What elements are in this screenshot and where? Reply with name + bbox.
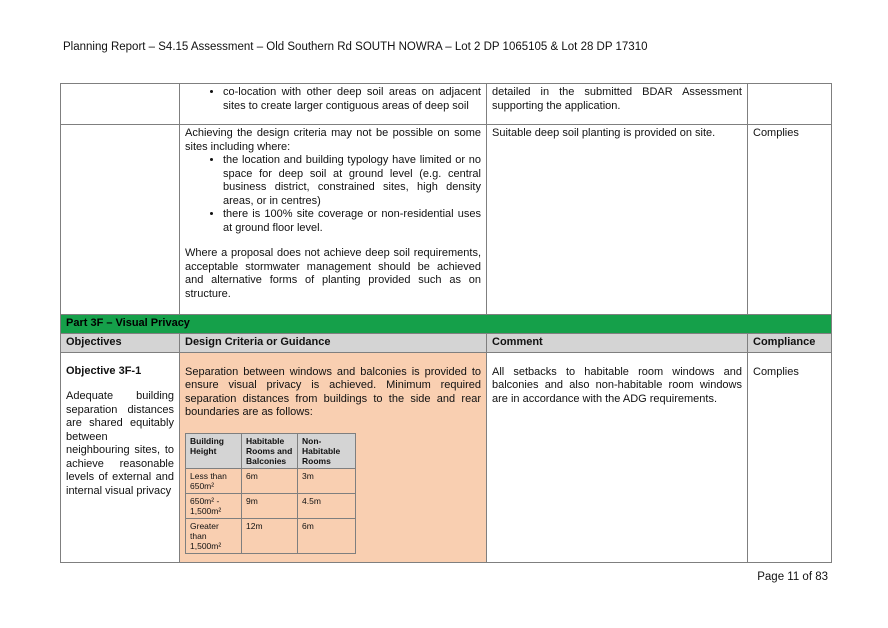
comment-header: Comment — [487, 334, 748, 353]
criteria-bullet-list — [185, 86, 481, 113]
non-habitable-distance-cell: 6m — [298, 518, 356, 553]
habitable-distance-cell: 6m — [242, 468, 298, 493]
non-habitable-distance-cell: 4.5m — [298, 493, 356, 518]
habitable-distance-cell: 9m — [242, 493, 298, 518]
criteria-text: Separation between windows and balconies is provided to ensure visual privacy is achieved. Minimum required separation distances from buildings to the side and rear boundaries are as follows: — [185, 365, 481, 418]
objective-cell — [61, 125, 180, 315]
table-row — [61, 84, 832, 125]
comment-cell: detailed in the submitted BDAR Assessment supporting the application. — [487, 84, 748, 125]
building-height-header: Building Height — [186, 433, 242, 468]
separation-table-row — [186, 468, 356, 493]
objectives-header: Objectives — [61, 334, 180, 353]
compliance-text: Complies — [753, 365, 799, 378]
page-number: Page 11 of 83 — [757, 571, 828, 583]
objective-cell — [61, 352, 180, 562]
criteria-header: Design Criteria or Guidance — [180, 334, 487, 353]
objective-cell — [61, 84, 180, 125]
habitable-distance-cell: 12m — [242, 518, 298, 553]
criteria-cell — [180, 84, 487, 125]
criteria-outro: Where a proposal does not achieve deep soil requirements, acceptable stormwater management should be achieved and alternative forms of planting provided such as on structure. — [185, 247, 481, 300]
table-row — [61, 352, 832, 562]
separation-table-header — [186, 433, 356, 468]
separation-table-row — [186, 518, 356, 553]
building-height-cell: Less than 650m² — [186, 468, 242, 493]
non-habitable-distance-cell: 3m — [298, 468, 356, 493]
criteria-cell — [180, 352, 487, 562]
column-header-row — [61, 334, 832, 353]
comment-text: All setbacks to habitable room windows and balconies and also non-habitable room windows are in accordance with the ADG requirements. — [492, 365, 742, 405]
page-header: Planning Report – S4.15 Assessment – Old Southern Rd SOUTH NOWRA – Lot 2 DP 1065105 & Lot 28 DP 17310 — [63, 41, 648, 53]
section-title: Part 3F – Visual Privacy — [61, 315, 832, 334]
criteria-bullet: • co-location with other deep soil areas on adjacent sites to create larger contiguous areas of deep soil — [223, 86, 481, 113]
criteria-bullet: • the location and building typology have limited or no space for deep soil at ground level (e.g. central business district, constrained sites, high density areas, or in centres) — [223, 154, 481, 208]
compliance-cell — [748, 84, 832, 125]
comment-cell: Suitable deep soil planting is provided on site. — [487, 125, 748, 315]
table-row — [61, 125, 832, 315]
separation-table — [185, 433, 356, 554]
compliance-cell — [748, 352, 832, 562]
non-habitable-rooms-header: Non-Habitable Rooms — [298, 433, 356, 468]
compliance-header: Compliance — [748, 334, 832, 353]
section-title-row — [61, 315, 832, 334]
criteria-bullet: • there is 100% site coverage or non-residential uses at ground floor level. — [223, 208, 481, 235]
criteria-cell — [180, 125, 487, 315]
criteria-bullet-list — [185, 154, 481, 235]
objective-title: Objective 3F-1 — [66, 364, 142, 377]
objective-text: Adequate building separation distances are shared equitably between neighbouring sites, to achieve reasonable levels of external and internal visual privacy — [66, 390, 174, 497]
assessment-table — [60, 83, 832, 563]
criteria-intro: Achieving the design criteria may not be possible on some sites including where: — [185, 127, 481, 153]
building-height-cell: 650m² - 1,500m² — [186, 493, 242, 518]
compliance-cell: Complies — [748, 125, 832, 315]
separation-table-row — [186, 493, 356, 518]
habitable-rooms-header: Habitable Rooms and Balconies — [242, 433, 298, 468]
comment-cell — [487, 352, 748, 562]
building-height-cell: Greater than 1,500m² — [186, 518, 242, 553]
